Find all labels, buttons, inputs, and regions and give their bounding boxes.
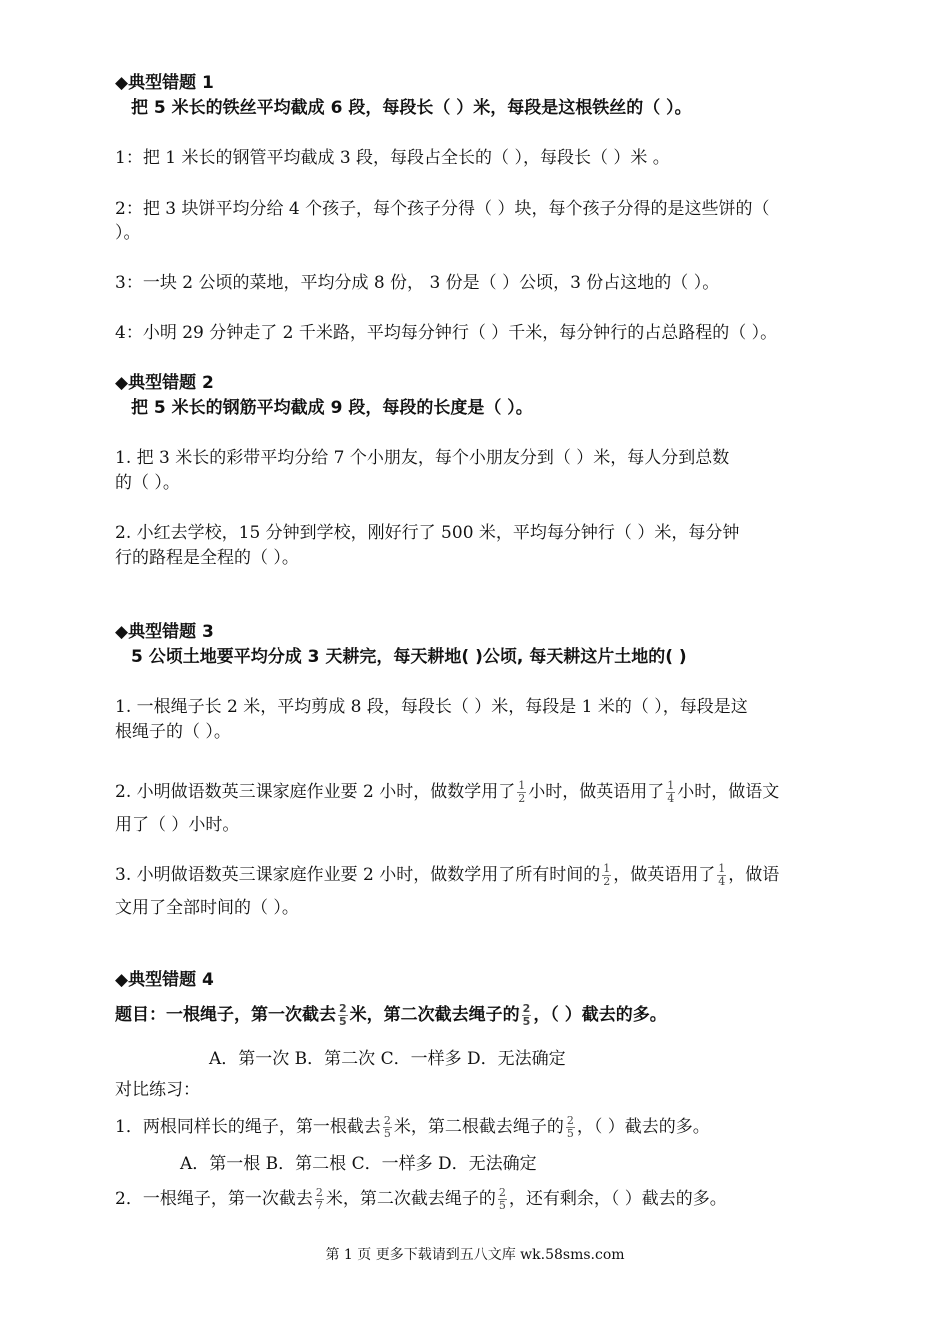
- practice-2-text-b: 米，第二次截去绳子的: [325, 1189, 496, 1209]
- main-problem-4: [115, 1002, 860, 1028]
- heading-4: ◆典型错题 4: [115, 970, 214, 990]
- fraction-denominator: 4: [718, 875, 726, 888]
- fraction-numerator: 2: [522, 1001, 531, 1015]
- question-1-2: 2：把 3 块饼平均分给 4 个孩子，每个孩子分得（ ）块，每个孩子分得的是这些饼的（: [115, 199, 770, 219]
- main-problem-1: 把 5 米长的铁丝平均截成 6 段，每段长（ ）米，每段是这根铁丝的（ ）。: [131, 98, 692, 118]
- main-problem-3: 5 公顷土地要平均分成 3 天耕完，每天耕地( )公顷, 每天耕这片土地的( ): [131, 647, 687, 667]
- question-1-1: 1：把 1 米长的钢管平均截成 3 段，每段占全长的（ ），每段长（ ）米 。: [115, 148, 670, 168]
- question-3-1: 1. 一根绳子长 2 米，平均剪成 8 段，每段长（ ）米，每段是 1 米的（ ），每段是这: [115, 697, 748, 717]
- fraction-numerator: 2: [566, 1114, 574, 1127]
- question-3-1-cont: 根绳子的（ ）。: [115, 722, 231, 742]
- question-3-3-text-b: ，做英语用了: [613, 865, 716, 885]
- question-2-2: 2. 小红去学校，15 分钟到学校，刚好行了 500 米，平均每分钟行（ ）米，每分钟: [115, 523, 740, 543]
- fraction-numerator: 1: [603, 862, 611, 875]
- question-3-2-text-c: 小时，做语文: [677, 782, 780, 802]
- fraction-half: [517, 780, 526, 805]
- fraction-numerator: 2: [498, 1186, 506, 1199]
- question-3-2: [115, 779, 860, 805]
- main-problem-2: 把 5 米长的钢筋平均截成 9 段，每段的长度是（ ）。: [131, 398, 533, 418]
- fraction-denominator: 5: [383, 1127, 391, 1140]
- fraction-quarter: [666, 780, 675, 805]
- fraction-two-fifths: [566, 1115, 575, 1140]
- fraction-quarter: [717, 863, 726, 888]
- practice-2-text-a: 2．一根绳子，第一次截去: [115, 1189, 313, 1209]
- practice-1: [115, 1114, 860, 1140]
- fraction-numerator: 2: [339, 1001, 347, 1015]
- fraction-denominator: 2: [518, 792, 526, 805]
- heading-2: ◆典型错题 2: [115, 373, 214, 393]
- heading-1: ◆典型错题 1: [115, 73, 214, 93]
- question-2-1: 1. 把 3 米长的彩带平均分给 7 个小朋友，每个小朋友分到（ ）米，每人分到总数: [115, 448, 730, 468]
- question-1-4: 4：小明 29 分钟走了 2 千米路，平均每分钟行（ ）千米，每分钟行的占总路程的（ ）。: [115, 323, 778, 343]
- fraction-denominator: 4: [667, 792, 675, 805]
- fraction-denominator: 5: [566, 1127, 574, 1140]
- question-1-2-cont: ）。: [115, 223, 141, 243]
- fraction-two-fifths: [338, 1003, 348, 1028]
- fraction-denominator: 5: [498, 1199, 506, 1212]
- fraction-numerator: 2: [315, 1186, 323, 1199]
- question-2-1-cont: 的（ ）。: [115, 473, 180, 493]
- fraction-two-fifths: [498, 1187, 507, 1212]
- fraction-denominator: 5: [339, 1014, 347, 1028]
- question-3-2-text-a: 2. 小明做语数英三课家庭作业要 2 小时，做数学用了: [115, 782, 516, 802]
- fraction-two-fifths: [522, 1003, 532, 1028]
- page-footer: 第 1 页 更多下载请到五八文库 wk.58sms.com: [325, 1247, 625, 1263]
- practice-2: [115, 1186, 860, 1212]
- options-4: A．第一次 B．第二次 C．一样多 D．无法确定: [209, 1049, 566, 1069]
- main-problem-4-text-c: ，（ ）截去的多。: [533, 1005, 667, 1025]
- question-3-3-text-a: 3. 小明做语数英三课家庭作业要 2 小时，做数学用了所有时间的: [115, 865, 601, 885]
- question-3-3-text-c: ，做语: [728, 865, 780, 885]
- fraction-numerator: 1: [718, 862, 726, 875]
- fraction-denominator: 5: [522, 1014, 531, 1028]
- fraction-denominator: 7: [315, 1199, 323, 1212]
- question-3-3: [115, 862, 860, 888]
- practice-1-text-c: ，（ ）截去的多。: [576, 1117, 710, 1137]
- question-1-3: 3：一块 2 公顷的菜地，平均分成 8 份， 3 份是（ ）公顷，3 份占这地的（ ）。: [115, 273, 720, 293]
- main-problem-4-text-b: 米，第二次截去绳子的: [349, 1005, 520, 1025]
- fraction-numerator: 1: [667, 779, 675, 792]
- question-3-3-cont: 文用了全部时间的（ ）。: [115, 898, 299, 918]
- practice-1-text-b: 米，第二根截去绳子的: [393, 1117, 564, 1137]
- question-3-2-cont: 用了（ ）小时。: [115, 815, 240, 835]
- fraction-denominator: 2: [603, 875, 611, 888]
- practice-1-text-a: 1．两根同样长的绳子，第一根截去: [115, 1117, 381, 1137]
- fraction-half: [602, 863, 611, 888]
- fraction-two-sevenths: [315, 1187, 324, 1212]
- fraction-numerator: 2: [383, 1114, 391, 1127]
- fraction-two-fifths: [383, 1115, 392, 1140]
- fraction-numerator: 1: [518, 779, 526, 792]
- practice-label: 对比练习：: [115, 1080, 200, 1100]
- practice-2-text-c: ，还有剩余，（ ）截去的多。: [508, 1189, 727, 1209]
- question-3-2-text-b: 小时，做英语用了: [528, 782, 665, 802]
- main-problem-4-text-a: 题目：一根绳子，第一次截去: [115, 1005, 336, 1025]
- practice-1-options: A．第一根 B．第二根 C．一样多 D．无法确定: [180, 1154, 537, 1174]
- heading-3: ◆典型错题 3: [115, 622, 214, 642]
- question-2-2-cont: 行的路程是全程的（ ）。: [115, 548, 299, 568]
